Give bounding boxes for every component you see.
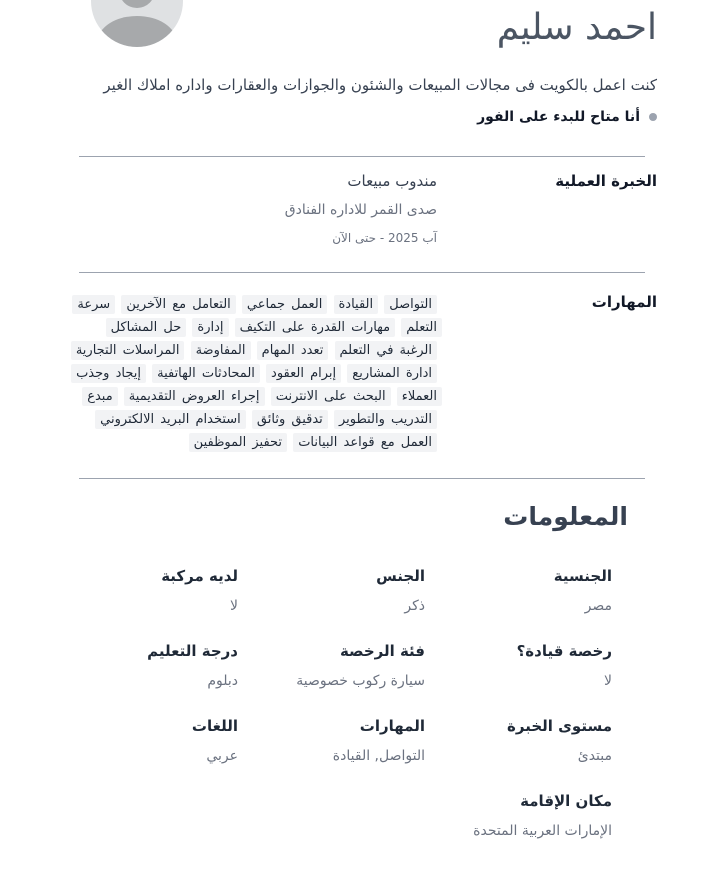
info-field <box>51 642 238 689</box>
info-field-value: التواصل, القيادة <box>332 748 425 765</box>
info-field-label: لديه مركبة <box>161 567 238 586</box>
info-field <box>425 792 612 839</box>
skill-tags <box>63 293 437 454</box>
info-field-label: درجة التعليم <box>147 642 238 661</box>
skills-section <box>63 273 657 478</box>
info-field-value: سيارة ركوب خصوصية <box>296 673 425 690</box>
skill-tag: تعدد المهام <box>257 341 329 360</box>
availability-text: أنا متاح للبدء على الفور <box>477 109 640 126</box>
info-field <box>238 567 425 614</box>
skill-tag: إجراء العروض التقديمية <box>124 387 265 406</box>
information-grid <box>51 567 612 839</box>
skill-tag: العمل جماعي <box>242 295 327 314</box>
avatar <box>91 0 183 47</box>
info-field-value: مبتدئ <box>577 748 612 765</box>
profile-name: احمد سليم <box>496 7 657 48</box>
info-field-label: المهارات <box>359 717 425 736</box>
person-silhouette-icon <box>119 0 155 8</box>
company-name: صدى القمر للاداره الفنادق <box>284 202 437 219</box>
info-field-label: مستوى الخبرة <box>507 717 612 736</box>
info-field-label: مكان الإقامة <box>520 792 612 811</box>
info-field-value: الإمارات العربية المتحدة <box>473 823 612 840</box>
info-field-value: ذكر <box>404 598 425 615</box>
person-shoulders-icon <box>98 16 176 47</box>
skill-tag: القيادة <box>334 295 379 314</box>
skill-tag: التعامل مع الآخرين <box>121 295 235 314</box>
info-field-value: مصر <box>584 598 612 615</box>
skill-tag: تحفيز الموظفين <box>189 433 287 452</box>
skill-tag: البحث على الانترنت <box>271 387 391 406</box>
experience-entry <box>63 172 437 245</box>
skill-tag: تدقيق وثائق <box>252 410 328 429</box>
info-field <box>238 717 425 764</box>
skill-tag: ادارة المشاريع <box>347 364 437 383</box>
skill-tag: التدريب والتطوير <box>334 410 437 429</box>
info-field-label: رخصة قيادة؟ <box>516 642 612 661</box>
skill-tag: سرعة التعلم <box>72 295 442 337</box>
availability-status <box>63 109 657 125</box>
skill-tag: المفاوضة <box>191 341 251 360</box>
profile-description: كنت اعمل بالكويت فى مجالات المبيعات والشئون والجوازات والعقارات واداره املاك الغير <box>103 75 657 94</box>
job-title: مندوب مبيعات <box>347 172 437 191</box>
experience-section <box>63 157 657 272</box>
skill-tag: الرغبة في التعلم <box>335 341 437 360</box>
info-field <box>51 717 238 764</box>
info-field <box>238 642 425 689</box>
info-field-value: دبلوم <box>207 673 238 690</box>
info-field <box>425 717 612 764</box>
skill-tag: مهارات القدرة على التكيف <box>235 318 395 337</box>
info-field <box>425 642 612 689</box>
info-field-value: لا <box>604 673 612 690</box>
info-field-label: الجنسية <box>553 567 612 586</box>
info-field-label: اللغات <box>191 717 238 736</box>
employment-period: آب 2025 - حتى الآن <box>332 231 437 246</box>
info-field-value: لا <box>230 598 238 615</box>
experience-section-label: الخبرة العملية <box>555 172 657 191</box>
skill-tag: المحادثات الهاتفية <box>152 364 260 383</box>
skill-tag: إبرام العقود <box>266 364 341 383</box>
skill-tag: إيجاد وجذب العملاء <box>71 364 442 406</box>
skill-tag: حل المشاكل <box>106 318 187 337</box>
availability-dot-icon <box>649 113 657 121</box>
skill-tag: استخدام البريد الالكتروني <box>95 410 246 429</box>
skill-tag: العمل مع قواعد البيانات <box>293 433 437 452</box>
skill-tag: التواصل <box>384 295 437 314</box>
skills-section-label: المهارات <box>591 293 657 312</box>
info-field <box>425 567 612 614</box>
info-field-label: الجنس <box>376 567 425 586</box>
skill-tag: المراسلات التجارية <box>71 341 185 360</box>
skill-tag: إدارة <box>192 318 228 337</box>
info-field-label: فئة الرخصة <box>339 642 425 661</box>
divider <box>79 478 645 479</box>
info-field-value: عربي <box>206 748 238 765</box>
information-heading: المعلومات <box>503 502 628 532</box>
info-field <box>51 567 238 614</box>
skill-tag: مبدع <box>82 387 117 406</box>
